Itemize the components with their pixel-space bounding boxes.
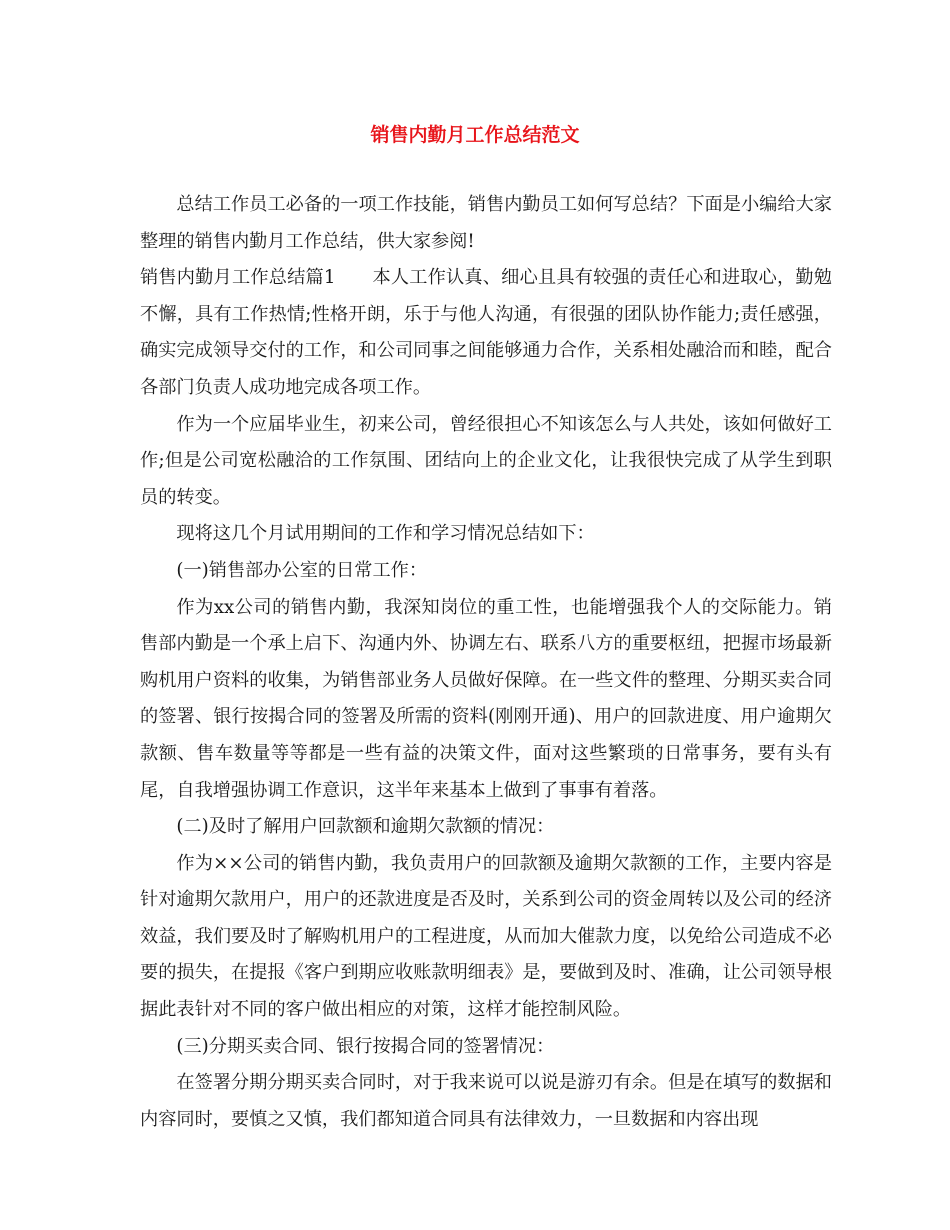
document-title: 销售内勤月工作总结范文 [370, 124, 580, 146]
paragraph: 现将这几个月试用期间的工作和学习情况总结如下： [176, 523, 595, 545]
section-heading: (一)销售部办公室的日常工作： [176, 559, 428, 581]
paragraph: 销售内勤月工作总结篇1 本人工作认真、细心且具有较强的责任心和进取心，勤勉不懈，具有工作热情;性格开朗，乐于与他人沟通，有很强的团队协作能力;责任感强，确实完成领导交付的工作，和公司同事之间能够通力合作，关系相处融洽而和睦，配合各部门负责人成功地完成各项工作。 [140, 267, 832, 398]
paragraph: 在签署分期分期买卖合同时，对于我来说可以说是游刃有余。但是在填写的数据和内容同时，要慎之又慎，我们都知道合同具有法律效力，一旦数据和内容出现 [140, 1072, 832, 1130]
paragraph: 作为××公司的销售内勤，我负责用户的回款额及逾期欠款额的工作，主要内容是针对逾期欠款用户，用户的还款进度是否及时，关系到公司的资金周转以及公司的经济效益，我们要及时了解购机用户的工程进度，从而加大催款力度，以免给公司造成不必要的损失，在提报《客户到期应收账款明细表》是，要做到及时、准确，让公司领导根据此表针对不同的客户做出相应的对策，这样才能控制风险。 [140, 852, 832, 1021]
paragraph: 作为xx公司的销售内勤，我深知岗位的重工性，也能增强我个人的交际能力。销售部内勤是一个承上启下、沟通内外、协调左右、联系八方的重要枢纽，把握市场最新购机用户资料的收集，为销售部业务人员做好保障。在一些文件的整理、分期买卖合同的签署、银行按揭合同的签署及所需的资料(刚刚开通)、用户的回款进度、用户逾期欠款额、售车数量等等都是一些有益的决策文件，面对这些繁琐的日常事务，要有头有尾，自我增强协调工作意识，这半年来基本上做到了事事有着落。 [140, 596, 832, 801]
paragraph: 总结工作员工必备的一项工作技能，销售内勤员工如何写总结？下面是小编给大家整理的销售内勤月工作总结，供大家参阅! [140, 194, 832, 252]
section-heading: (三)分期买卖合同、银行按揭合同的签署情况： [176, 1035, 555, 1057]
paragraph: 作为一个应届毕业生，初来公司，曾经很担心不知该怎么与人共处，该如何做好工作;但是公司宽松融洽的工作氛围、团结向上的企业文化，让我很快完成了从学生到职员的转变。 [140, 413, 832, 508]
document-body [140, 187, 832, 1138]
section-heading: (二)及时了解用户回款额和逾期欠款额的情况： [176, 816, 555, 838]
